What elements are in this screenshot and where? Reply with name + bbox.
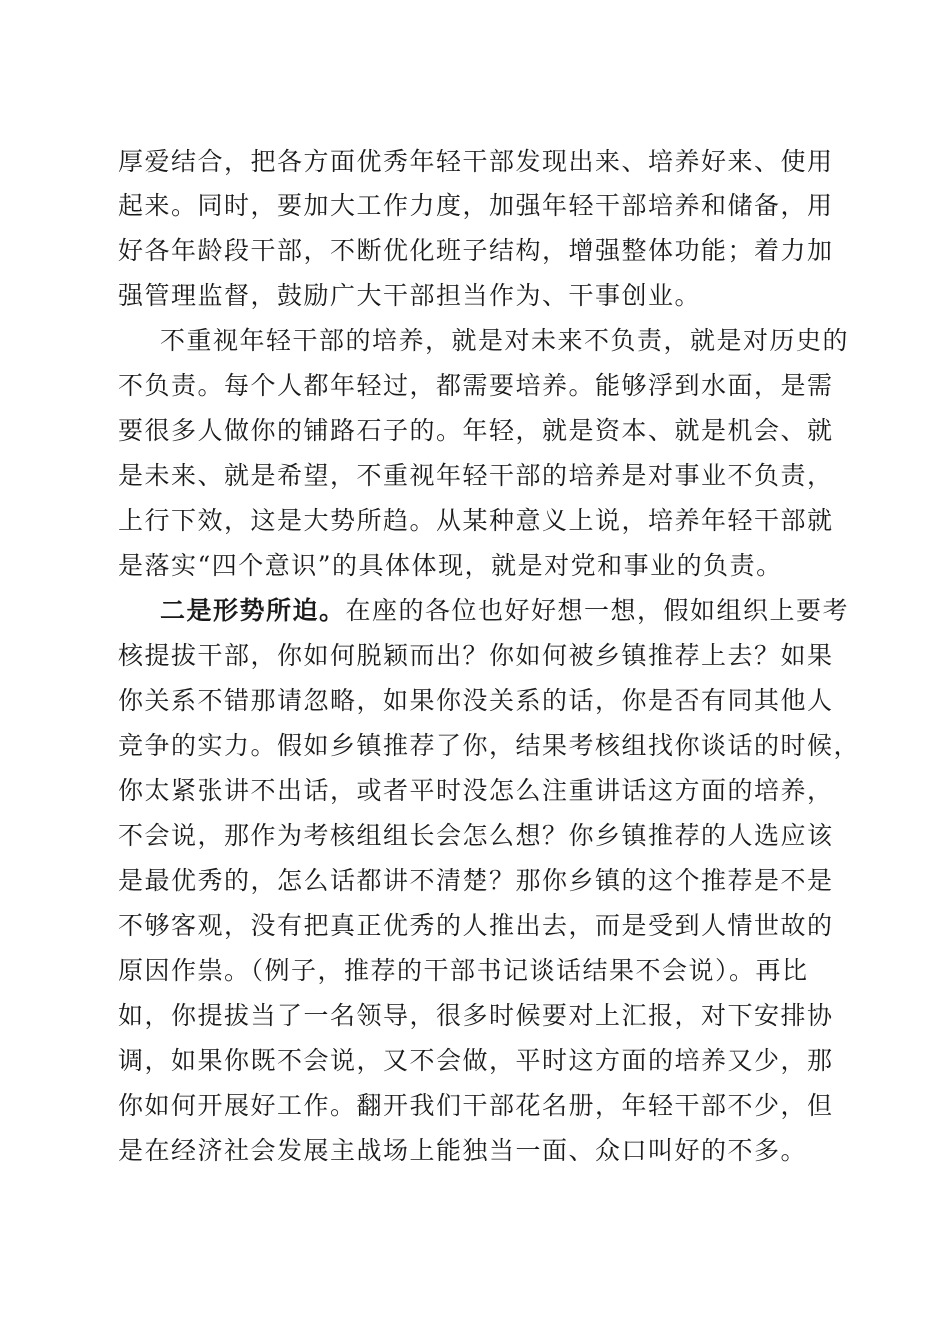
- paragraph-start-line: 不重视年轻干部的培养，就是对未来不负责，就是对历史的: [160, 326, 850, 355]
- section-heading: 二是形势所迫。: [160, 596, 346, 625]
- text-line: 竞争的实力。假如乡镇推荐了你，结果考核组找你谈话的时候，: [118, 731, 861, 760]
- text-line: 是最优秀的，怎么话都讲不清楚？那你乡镇的这个推荐是不是: [118, 866, 834, 895]
- text-line: 好各年龄段干部，不断优化班子结构，增强整体功能；着力加: [118, 236, 834, 265]
- text-line: 上行下效，这是大势所趋。从某种意义上说，培养年轻干部就: [118, 506, 834, 535]
- text-line: 调，如果你既不会说，又不会做，平时这方面的培养又少，那: [118, 1046, 834, 1075]
- text-line: 不会说，那作为考核组组长会怎么想？你乡镇推荐的人选应该: [118, 821, 834, 850]
- text-line: 是落实“四个意识”的具体体现，就是对党和事业的负责。: [118, 551, 783, 580]
- text-line: 你如何开展好工作。翻开我们干部花名册，年轻干部不少，但: [118, 1091, 834, 1120]
- heading-line-text: 在座的各位也好好想一想，假如组织上要考: [345, 596, 850, 625]
- text-line: 不负责。每个人都年轻过，都需要培养。能够浮到水面，是需: [118, 371, 834, 400]
- text-line: 要很多人做你的铺路石子的。年轻，就是资本、就是机会、就: [118, 416, 834, 445]
- text-line: 厚爱结合，把各方面优秀年轻干部发现出来、培养好来、使用: [118, 147, 834, 176]
- text-line: 是未来、就是希望，不重视年轻干部的培养是对事业不负责，: [118, 461, 834, 490]
- text-line: 原因作祟。（例子，推荐的干部书记谈话结果不会说）。再比: [118, 956, 809, 985]
- text-line: 核提拔干部，你如何脱颖而出？你如何被乡镇推荐上去？如果: [118, 641, 834, 670]
- text-line: 起来。同时，要加大工作力度，加强年轻干部培养和储备，用: [118, 191, 834, 220]
- text-line: 你太紧张讲不出话，或者平时没怎么注重讲话这方面的培养，: [118, 776, 834, 805]
- text-line: 强管理监督，鼓励广大干部担当作为、干事创业。: [118, 281, 702, 310]
- text-line: 不够客观，没有把真正优秀的人推出去，而是受到人情世故的: [118, 911, 834, 940]
- text-line: 你关系不错那请忽略，如果你没关系的话，你是否有同其他人: [118, 686, 834, 715]
- text-line: 是在经济社会发展主战场上能独当一面、众口叫好的不多。: [118, 1136, 808, 1165]
- paragraph-start-line: [160, 591, 850, 631]
- text-line: 如，你提拔当了一名领导，很多时候要对上汇报，对下安排协: [118, 1001, 834, 1030]
